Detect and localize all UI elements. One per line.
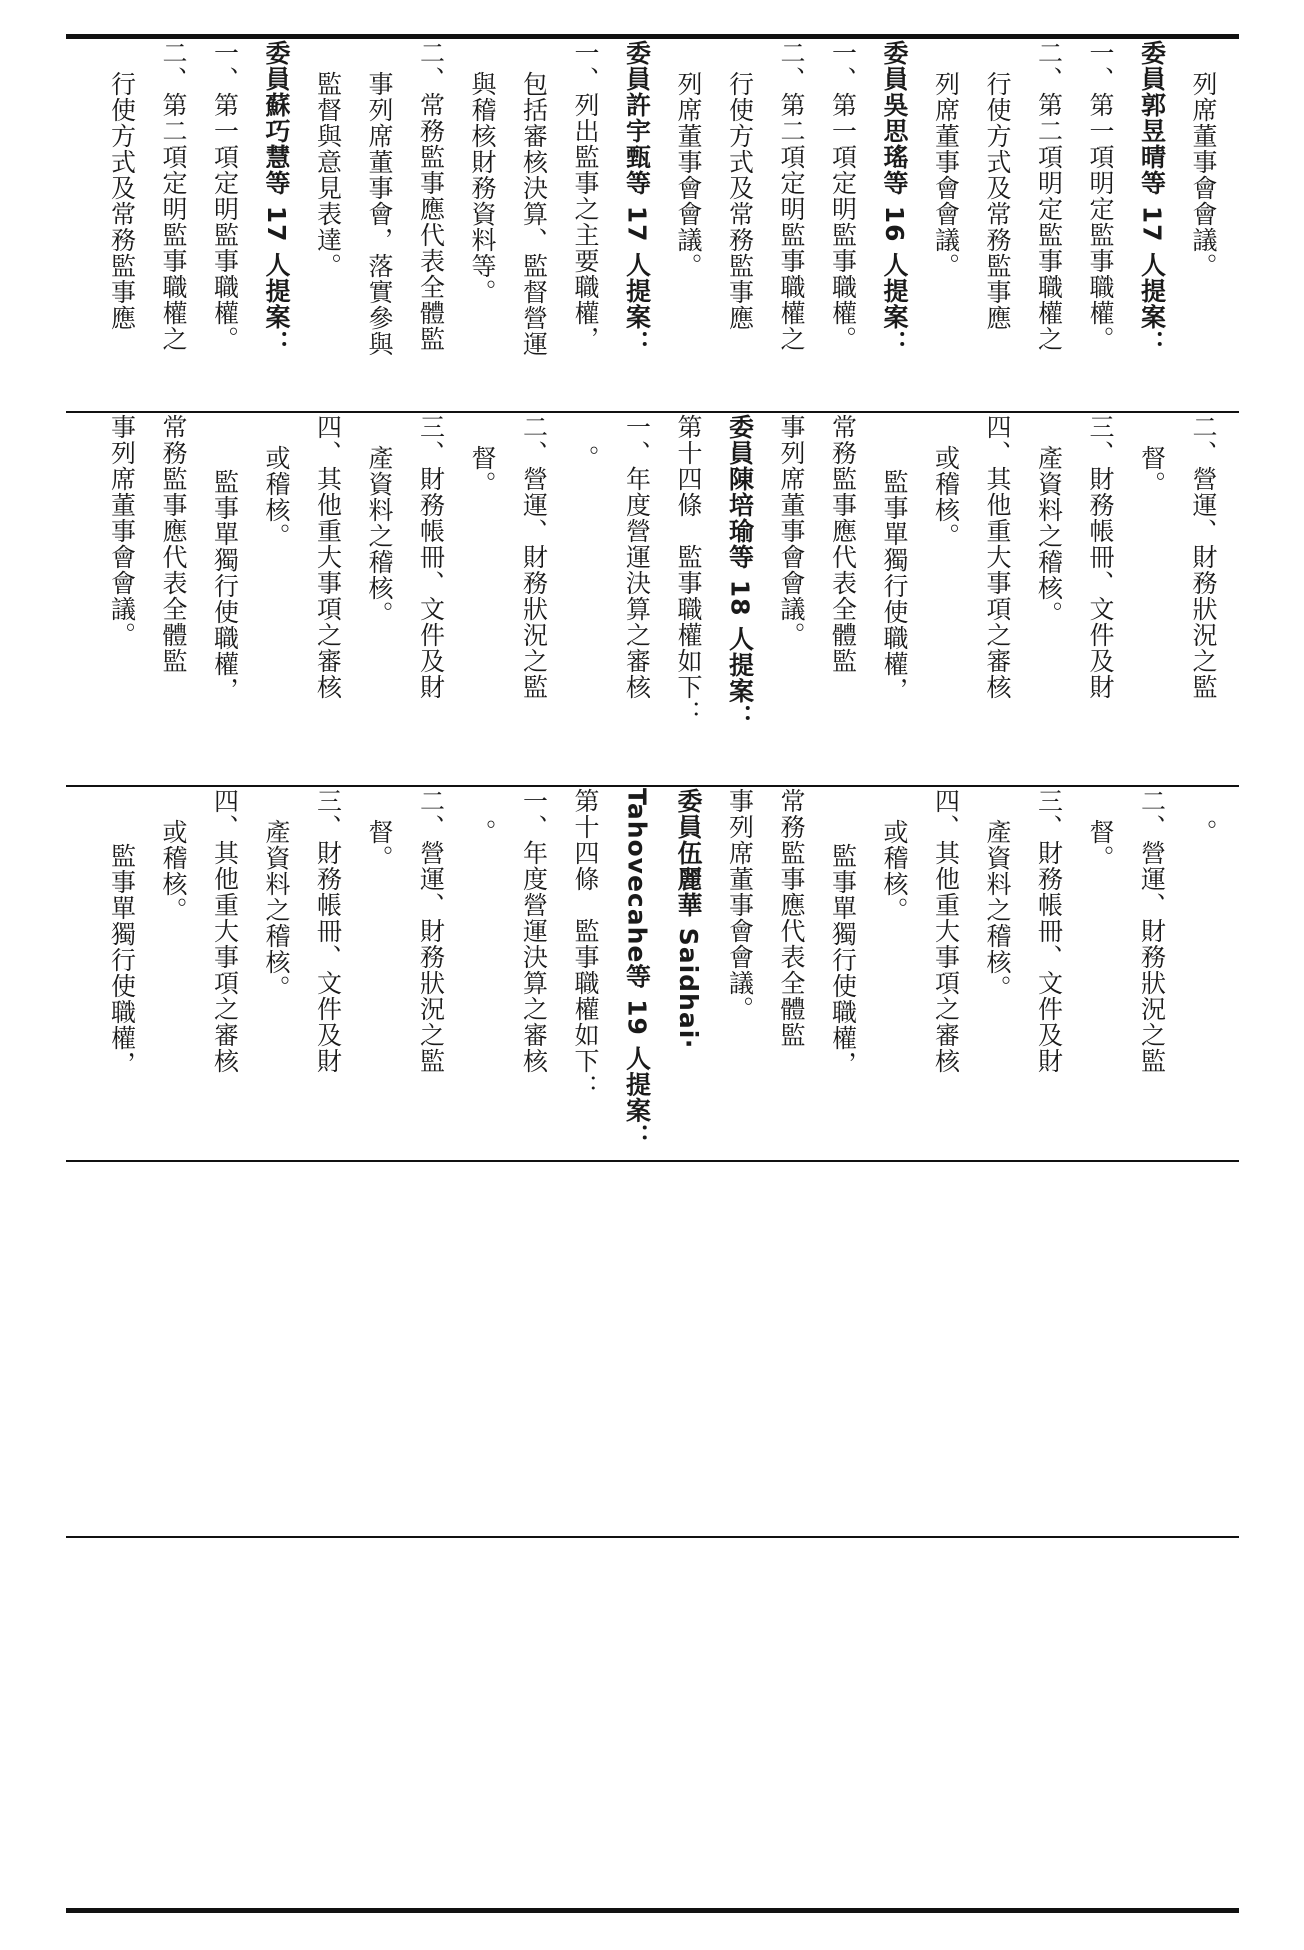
text-line-content: 一、列出監事之主要職權， (571, 40, 600, 352)
text-line-content: 包括審核決算、監督營運 (519, 71, 549, 357)
text-line-content: 。 (571, 445, 600, 471)
text-line-content: 第十四條 監事職權如下： (674, 414, 703, 726)
text-line (1126, 414, 1178, 784)
text-line (96, 788, 148, 1158)
text-line-content: 二、第二項定明監事職權之 (159, 40, 188, 352)
text-line (869, 788, 921, 1158)
text-line (972, 414, 1024, 784)
text-line-content: 行使方式及常務監事應 (983, 71, 1012, 331)
text-line-content: 或稽核。 (159, 819, 188, 923)
top-border (66, 34, 1239, 39)
row-1-columns (96, 40, 1229, 410)
text-line (354, 414, 406, 784)
text-line (1126, 40, 1178, 410)
table-row-1 (66, 40, 1239, 410)
text-line (148, 788, 200, 1158)
row-2-columns (96, 414, 1229, 784)
text-line (199, 788, 251, 1158)
text-line (457, 788, 509, 1158)
text-line-content: 委員陳培瑜等 18 人提案： (725, 414, 755, 731)
text-line (817, 788, 869, 1158)
text-line-content: 列席董事會會議。 (674, 71, 703, 279)
text-line (714, 40, 766, 410)
text-line (251, 788, 303, 1158)
text-line (354, 788, 406, 1158)
text-line-content: 一、年度營運決算之審核 (622, 414, 652, 700)
text-line (766, 414, 818, 784)
text-line (920, 788, 972, 1158)
text-line-content: 監事單獨行使職權， (210, 469, 240, 703)
text-line-content: 第十四條 監事職權如下： (571, 788, 600, 1100)
text-line-content: 監事單獨行使職權， (828, 843, 858, 1077)
text-line-content: 四、其他重大事項之審核 (313, 414, 343, 700)
text-line (972, 40, 1024, 410)
text-line-content: 一、第一項定明監事職權。 (210, 40, 240, 352)
text-line-content: 常務監事應代表全體監 (159, 414, 188, 674)
row-divider-4 (66, 1536, 1239, 1538)
text-line (611, 414, 663, 784)
text-line (920, 414, 972, 784)
text-line-content: 督。 (365, 819, 394, 871)
table-row-3 (66, 788, 1239, 1158)
text-line-content: 常務監事應代表全體監 (828, 414, 858, 674)
text-line (405, 40, 457, 410)
text-line-content: 事列席董事會，落實參與 (365, 71, 394, 357)
text-line-content: 事列席董事會會議。 (725, 788, 755, 1022)
text-line-content: 一、年度營運決算之審核 (519, 788, 549, 1074)
text-line (1178, 40, 1230, 410)
text-line-content: 。 (468, 819, 497, 845)
text-line (560, 414, 612, 784)
text-line-content: 督。 (468, 445, 497, 497)
text-line-content: 事列席董事會會議。 (107, 414, 137, 648)
text-line-content: 委員伍麗華 Saidhai‧ (674, 788, 703, 1049)
text-line (869, 40, 921, 410)
text-line (663, 414, 715, 784)
text-line (405, 788, 457, 1158)
text-line (817, 40, 869, 410)
text-line-content: 或稽核。 (262, 445, 291, 549)
text-line-content: 列席董事會會議。 (1189, 71, 1218, 279)
text-line (714, 414, 766, 784)
text-line (817, 414, 869, 784)
text-line-content: 列席董事會會議。 (931, 71, 961, 279)
text-line-content: 。 (1189, 819, 1218, 845)
text-line (972, 788, 1024, 1158)
row-divider-3 (66, 1160, 1239, 1162)
text-line (199, 414, 251, 784)
text-line (1126, 788, 1178, 1158)
text-line (457, 414, 509, 784)
text-line (302, 40, 354, 410)
text-line (148, 40, 200, 410)
row-divider-2 (66, 785, 1239, 787)
text-line (508, 414, 560, 784)
row-3-columns (96, 788, 1229, 1158)
text-line-content: 督。 (1137, 445, 1167, 497)
text-line (1023, 788, 1075, 1158)
text-line-content: 監督與意見表達。 (313, 71, 343, 279)
text-line-content: Tahovecahe等 19 人提案： (622, 788, 652, 1150)
text-line-content: 四、其他重大事項之審核 (210, 788, 240, 1074)
text-line-content: 產資料之稽核。 (1034, 445, 1064, 627)
text-line-content: 督。 (1086, 819, 1115, 871)
text-line (302, 788, 354, 1158)
text-line (663, 40, 715, 410)
text-line-content: 二、營運、財務狀況之監 (519, 414, 549, 700)
text-line (611, 40, 663, 410)
text-line-content: 二、營運、財務狀況之監 (1189, 414, 1218, 700)
text-line-content: 四、其他重大事項之審核 (931, 788, 961, 1074)
text-line-content: 常務監事應代表全體監 (777, 788, 806, 1048)
text-line-content: 行使方式及常務監事應 (725, 71, 755, 331)
text-line (96, 40, 148, 410)
text-line (766, 788, 818, 1158)
text-line-content: 二、常務監事應代表全體監 (416, 40, 446, 352)
table-row-4-empty (66, 1163, 1239, 1533)
text-line (1075, 40, 1127, 410)
text-line-content: 委員蘇巧慧等 17 人提案： (262, 40, 291, 357)
text-line (302, 414, 354, 784)
text-line (663, 788, 715, 1158)
text-line (1178, 414, 1230, 784)
text-line (251, 414, 303, 784)
text-line-content: 四、其他重大事項之審核 (983, 414, 1012, 700)
text-line (508, 40, 560, 410)
text-line (354, 40, 406, 410)
text-line (766, 40, 818, 410)
text-line (560, 788, 612, 1158)
text-line-content: 產資料之稽核。 (262, 819, 291, 1001)
text-line-content: 二、第二項定明監事職權之 (777, 40, 806, 352)
text-line-content: 三、財務帳冊、文件及財 (1086, 414, 1115, 700)
text-line (199, 40, 251, 410)
text-line-content: 二、營運、財務狀況之監 (1137, 788, 1167, 1074)
text-line-content: 或稽核。 (931, 445, 961, 549)
text-line-content: 事列席董事會會議。 (777, 414, 806, 648)
text-line-content: 一、第一項定明監事職權。 (828, 40, 858, 352)
text-line-content: 一、第一項明定監事職權。 (1086, 40, 1115, 352)
text-line (869, 414, 921, 784)
text-line (560, 40, 612, 410)
text-line (1023, 414, 1075, 784)
text-line-content: 委員許宇甄等 17 人提案： (622, 40, 652, 357)
text-line (508, 788, 560, 1158)
text-line-content: 行使方式及常務監事應 (107, 71, 137, 331)
text-line-content: 與稽核財務資料等。 (468, 71, 497, 305)
text-line-content: 三、財務帳冊、文件及財 (1034, 788, 1064, 1074)
text-line (96, 414, 148, 784)
text-line (1075, 414, 1127, 784)
text-line-content: 監事單獨行使職權， (880, 469, 909, 703)
text-line-content: 監事單獨行使職權， (107, 843, 137, 1077)
text-line-content: 產資料之稽核。 (365, 445, 394, 627)
text-line (457, 40, 509, 410)
text-line (1023, 40, 1075, 410)
text-line-content: 三、財務帳冊、文件及財 (313, 788, 343, 1074)
text-line-content: 二、第二項明定監事職權之 (1034, 40, 1064, 352)
bottom-border (66, 1908, 1239, 1913)
text-line (251, 40, 303, 410)
table-row-2 (66, 414, 1239, 784)
text-line (1178, 788, 1230, 1158)
text-line-content: 委員吳思瑤等 16 人提案： (880, 40, 909, 357)
text-line (714, 788, 766, 1158)
row-divider-1 (66, 411, 1239, 413)
text-line (148, 414, 200, 784)
text-line-content: 二、營運、財務狀況之監 (416, 788, 446, 1074)
text-line-content: 產資料之稽核。 (983, 819, 1012, 1001)
text-line (611, 788, 663, 1158)
text-line (1075, 788, 1127, 1158)
text-line-content: 三、財務帳冊、文件及財 (416, 414, 446, 700)
text-line-content: 委員郭昱晴等 17 人提案： (1137, 40, 1167, 357)
text-line (920, 40, 972, 410)
text-line-content: 或稽核。 (880, 819, 909, 923)
text-line (405, 414, 457, 784)
